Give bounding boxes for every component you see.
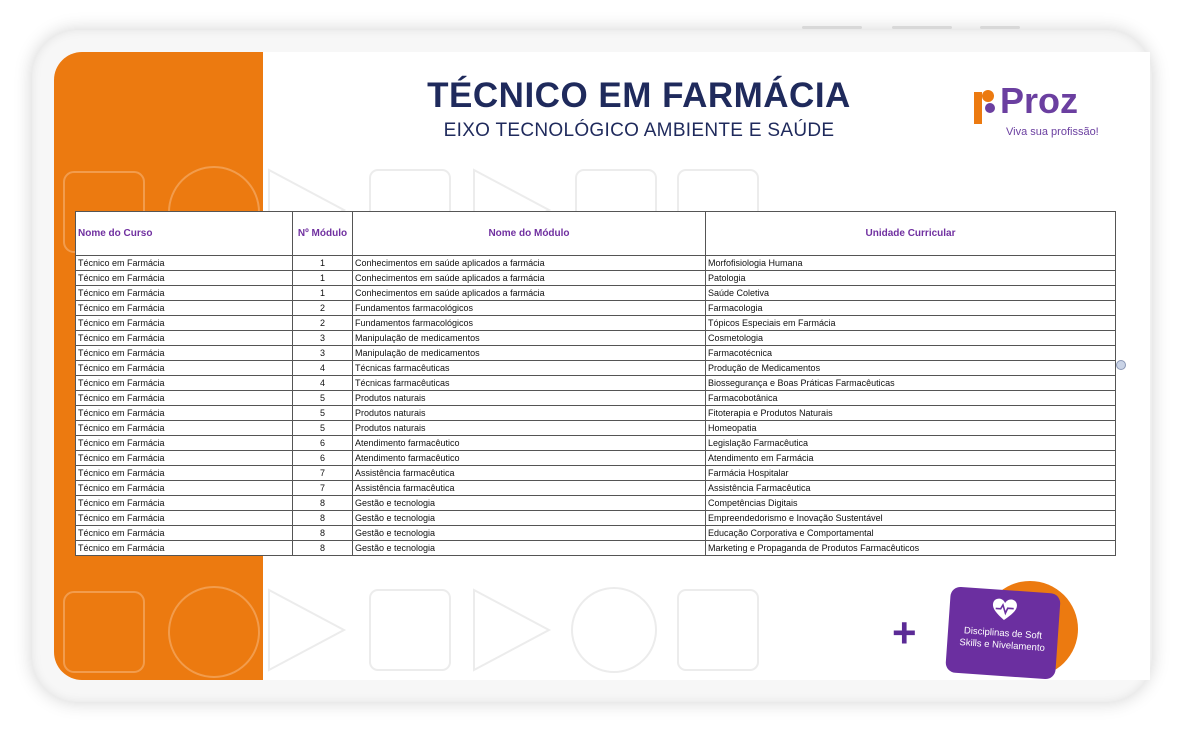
cell-numero-modulo: 8 <box>293 526 353 541</box>
cell-numero-modulo: 2 <box>293 301 353 316</box>
cell-unidade-curricular: Homeopatia <box>706 421 1116 436</box>
cell-nome-do-curso: Técnico em Farmácia <box>76 496 293 511</box>
table-row <box>76 481 1116 496</box>
cell-nome-do-curso: Técnico em Farmácia <box>76 376 293 391</box>
header-unidade-curricular: Unidade Curricular <box>706 212 1116 256</box>
cell-nome-do-modulo: Fundamentos farmacológicos <box>353 301 706 316</box>
proz-logo-mark-icon <box>972 86 1000 130</box>
header-nome-do-modulo: Nome do Módulo <box>353 212 706 256</box>
cell-unidade-curricular: Tópicos Especiais em Farmácia <box>706 316 1116 331</box>
cell-nome-do-modulo: Fundamentos farmacológicos <box>353 316 706 331</box>
table-row <box>76 421 1116 436</box>
cell-nome-do-modulo: Atendimento farmacêutico <box>353 436 706 451</box>
cell-nome-do-curso: Técnico em Farmácia <box>76 256 293 271</box>
cell-nome-do-curso: Técnico em Farmácia <box>76 346 293 361</box>
cell-unidade-curricular: Saúde Coletiva <box>706 286 1116 301</box>
cell-unidade-curricular: Competências Digitais <box>706 496 1116 511</box>
cell-unidade-curricular: Atendimento em Farmácia <box>706 451 1116 466</box>
cell-nome-do-curso: Técnico em Farmácia <box>76 316 293 331</box>
cell-numero-modulo: 7 <box>293 481 353 496</box>
cell-unidade-curricular: Morfofisiologia Humana <box>706 256 1116 271</box>
cell-unidade-curricular: Patologia <box>706 271 1116 286</box>
cell-nome-do-modulo: Atendimento farmacêutico <box>353 451 706 466</box>
header-nome-do-curso: Nome do Curso <box>76 212 293 256</box>
table-row <box>76 526 1116 541</box>
cell-nome-do-modulo: Gestão e tecnologia <box>353 496 706 511</box>
cell-nome-do-curso: Técnico em Farmácia <box>76 526 293 541</box>
cell-nome-do-curso: Técnico em Farmácia <box>76 481 293 496</box>
cell-nome-do-modulo: Assistência farmacêutica <box>353 466 706 481</box>
table-body <box>76 256 1116 556</box>
table-row <box>76 316 1116 331</box>
cell-nome-do-curso: Técnico em Farmácia <box>76 361 293 376</box>
cell-numero-modulo: 6 <box>293 436 353 451</box>
cell-unidade-curricular: Educação Corporativa e Comportamental <box>706 526 1116 541</box>
table-header-row <box>76 212 1116 256</box>
cell-numero-modulo: 5 <box>293 391 353 406</box>
cell-numero-modulo: 2 <box>293 316 353 331</box>
table-row <box>76 256 1116 271</box>
table-row <box>76 511 1116 526</box>
cell-numero-modulo: 7 <box>293 466 353 481</box>
cell-nome-do-modulo: Gestão e tecnologia <box>353 511 706 526</box>
soft-skills-card <box>945 586 1061 679</box>
cell-numero-modulo: 8 <box>293 496 353 511</box>
table-row <box>76 271 1116 286</box>
soft-skills-text: Disciplinas de Soft Skills e Nivelamento <box>959 625 1046 654</box>
cell-nome-do-modulo: Gestão e tecnologia <box>353 526 706 541</box>
table-row <box>76 301 1116 316</box>
cell-unidade-curricular: Biossegurança e Boas Práticas Farmacêuticas <box>706 376 1116 391</box>
table-row <box>76 391 1116 406</box>
cell-nome-do-curso: Técnico em Farmácia <box>76 421 293 436</box>
cell-numero-modulo: 1 <box>293 271 353 286</box>
cell-nome-do-modulo: Produtos naturais <box>353 406 706 421</box>
cell-numero-modulo: 5 <box>293 421 353 436</box>
cell-nome-do-modulo: Conhecimentos em saúde aplicados a farmácia <box>353 286 706 301</box>
cell-nome-do-curso: Técnico em Farmácia <box>76 436 293 451</box>
heart-pulse-icon <box>991 597 1019 623</box>
cell-nome-do-modulo: Produtos naturais <box>353 421 706 436</box>
cell-nome-do-modulo: Manipulação de medicamentos <box>353 346 706 361</box>
table-row <box>76 376 1116 391</box>
plus-sign: + <box>892 609 917 656</box>
cell-numero-modulo: 1 <box>293 256 353 271</box>
cell-numero-modulo: 4 <box>293 376 353 391</box>
cell-nome-do-curso: Técnico em Farmácia <box>76 271 293 286</box>
cell-numero-modulo: 5 <box>293 406 353 421</box>
logo-wordmark: Proz <box>1000 80 1079 121</box>
cell-numero-modulo: 1 <box>293 286 353 301</box>
cell-unidade-curricular: Cosmetologia <box>706 331 1116 346</box>
cell-nome-do-curso: Técnico em Farmácia <box>76 301 293 316</box>
cell-nome-do-curso: Técnico em Farmácia <box>76 451 293 466</box>
cell-unidade-curricular: Farmacologia <box>706 301 1116 316</box>
cell-nome-do-curso: Técnico em Farmácia <box>76 541 293 556</box>
page-title: TÉCNICO EM FARMÁCIA <box>427 76 851 115</box>
cell-nome-do-modulo: Produtos naturais <box>353 391 706 406</box>
proz-logo <box>970 82 1110 142</box>
cell-nome-do-modulo: Assistência farmacêutica <box>353 481 706 496</box>
cell-unidade-curricular: Farmacobotânica <box>706 391 1116 406</box>
cell-unidade-curricular: Empreendedorismo e Inovação Sustentável <box>706 511 1116 526</box>
cell-nome-do-modulo: Conhecimentos em saúde aplicados a farmácia <box>353 271 706 286</box>
table-row <box>76 361 1116 376</box>
cell-nome-do-curso: Técnico em Farmácia <box>76 286 293 301</box>
curriculum-table <box>75 211 1116 556</box>
cell-unidade-curricular: Assistência Farmacêutica <box>706 481 1116 496</box>
table-row <box>76 496 1116 511</box>
cell-unidade-curricular: Marketing e Propaganda de Produtos Farmacêuticos <box>706 541 1116 556</box>
page-subtitle: EIXO TECNOLÓGICO AMBIENTE E SAÚDE <box>443 120 835 141</box>
cell-numero-modulo: 8 <box>293 511 353 526</box>
side-handle[interactable] <box>1116 360 1126 370</box>
cell-numero-modulo: 3 <box>293 346 353 361</box>
logo-tagline: Viva sua profissão! <box>1006 126 1099 138</box>
table-row <box>76 466 1116 481</box>
cell-nome-do-curso: Técnico em Farmácia <box>76 511 293 526</box>
cell-unidade-curricular: Farmacotécnica <box>706 346 1116 361</box>
cell-unidade-curricular: Legislação Farmacêutica <box>706 436 1116 451</box>
cell-nome-do-curso: Técnico em Farmácia <box>76 331 293 346</box>
cell-nome-do-modulo: Conhecimentos em saúde aplicados a farmácia <box>353 256 706 271</box>
cell-numero-modulo: 8 <box>293 541 353 556</box>
cell-unidade-curricular: Fitoterapia e Produtos Naturais <box>706 406 1116 421</box>
cell-nome-do-modulo: Técnicas farmacêuticas <box>353 361 706 376</box>
table-row <box>76 541 1116 556</box>
table-row <box>76 346 1116 361</box>
table-row <box>76 406 1116 421</box>
cell-numero-modulo: 3 <box>293 331 353 346</box>
cell-numero-modulo: 6 <box>293 451 353 466</box>
cell-nome-do-modulo: Manipulação de medicamentos <box>353 331 706 346</box>
cell-unidade-curricular: Farmácia Hospitalar <box>706 466 1116 481</box>
cell-nome-do-modulo: Gestão e tecnologia <box>353 541 706 556</box>
table-row <box>76 331 1116 346</box>
table-row <box>76 451 1116 466</box>
cell-nome-do-curso: Técnico em Farmácia <box>76 406 293 421</box>
cell-nome-do-modulo: Técnicas farmacêuticas <box>353 376 706 391</box>
cell-unidade-curricular: Produção de Medicamentos <box>706 361 1116 376</box>
table-row <box>76 286 1116 301</box>
table-row <box>76 436 1116 451</box>
cell-nome-do-curso: Técnico em Farmácia <box>76 466 293 481</box>
cell-nome-do-curso: Técnico em Farmácia <box>76 391 293 406</box>
cell-numero-modulo: 4 <box>293 361 353 376</box>
header-numero-modulo: Nº Módulo <box>293 212 353 256</box>
